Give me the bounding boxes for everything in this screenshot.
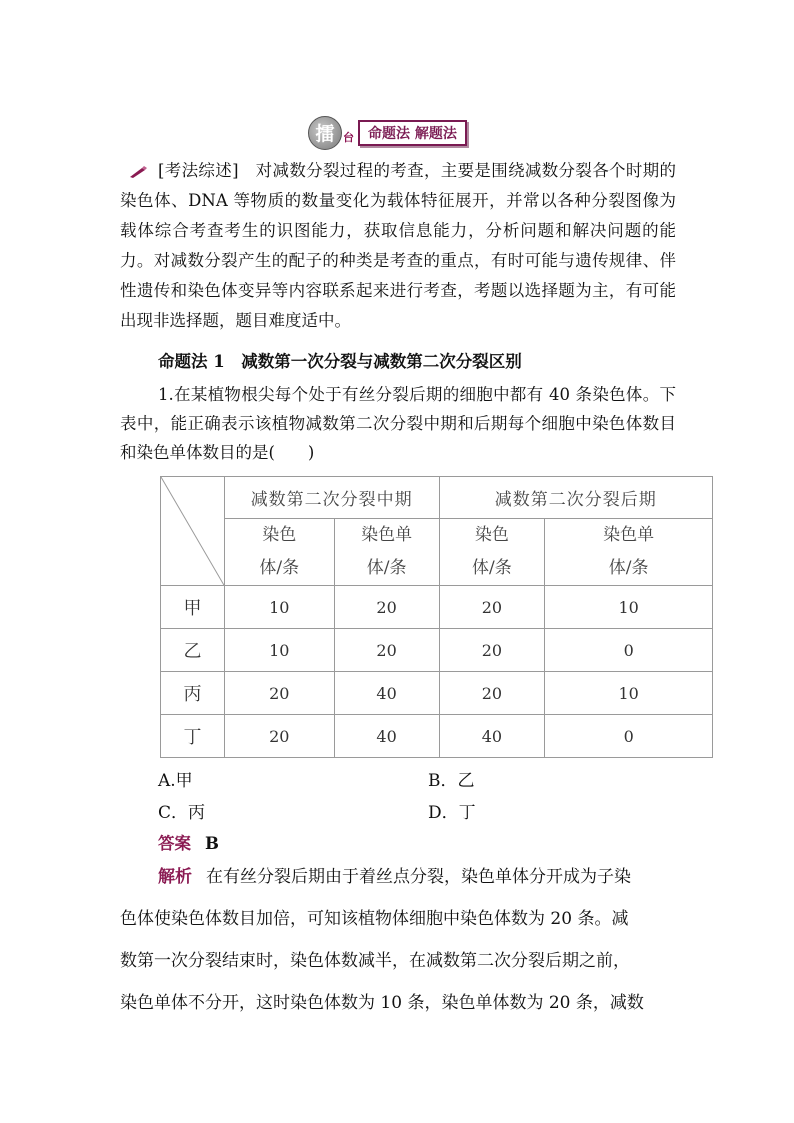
pen-icon (128, 165, 148, 179)
group-header-anaphase: 减数第二次分裂后期 (439, 477, 713, 519)
section-badge (308, 116, 467, 150)
row-label: 甲 (161, 586, 225, 629)
diagonal-header-cell (161, 477, 225, 586)
analysis-line: 染色单体不分开，这时染色体数为 10 条，染色单体数为 20 条，减数 (120, 993, 644, 1013)
table-cell: 0 (545, 715, 713, 758)
sub-header: 染色 体/条 (224, 519, 334, 586)
row-label: 丁 (161, 715, 225, 758)
table-cell: 40 (334, 715, 439, 758)
analysis-label: 解析 (158, 867, 192, 887)
table-cell: 20 (439, 586, 545, 629)
table-cell: 10 (545, 672, 713, 715)
sub-header: 染色单 体/条 (545, 519, 713, 586)
group-header-metaphase: 减数第二次分裂中期 (224, 477, 439, 519)
answer-line (158, 830, 219, 854)
table-cell: 0 (545, 629, 713, 672)
table-cell: 10 (224, 586, 334, 629)
intro-label: [考法综述] (158, 161, 239, 180)
table-cell: 20 (439, 629, 545, 672)
data-table (160, 476, 713, 758)
analysis-block (120, 856, 678, 1024)
table-cell: 40 (439, 715, 545, 758)
answer-value: B (205, 834, 219, 853)
section-title: 命题法 解题法 (358, 120, 467, 146)
table-row (161, 715, 713, 758)
table-row (161, 586, 713, 629)
table-cell: 20 (334, 629, 439, 672)
option-d: D．丁 (428, 803, 476, 823)
question-text: 1.在某植物根尖每个处于有丝分裂后期的细胞中都有 40 条染色体。下表中，能正确表示该植物减数第二次分裂中期和后期每个细胞中染色体数目和染色单体数目的是( ) (120, 385, 676, 462)
sub-header: 染色 体/条 (439, 519, 545, 586)
table-cell: 20 (224, 715, 334, 758)
table-row (161, 629, 713, 672)
table-cell: 10 (545, 586, 713, 629)
analysis-line: 色体使染色体数目加倍，可知该植物体细胞中染色体数为 20 条。减 (120, 909, 629, 929)
sub-header: 染色单 体/条 (334, 519, 439, 586)
seal-logo: 擂 (308, 116, 342, 150)
row-label: 丙 (161, 672, 225, 715)
table-cell: 20 (224, 672, 334, 715)
seal-subscript: 台 (343, 131, 354, 144)
intro-paragraph (120, 156, 676, 336)
answer-label: 答案 (158, 834, 191, 853)
table-cell: 10 (224, 629, 334, 672)
option-a: A.甲 (158, 771, 193, 791)
option-c: C．丙 (158, 803, 206, 823)
table-cell: 20 (334, 586, 439, 629)
intro-text: 对减数分裂过程的考查，主要是围绕减数分裂各个时期的染色体、DNA 等物质的数量变化为载体特征展开，并常以各种分裂图像为载体综合考查考生的识图能力，获取信息能力，分析问题和解决问题的能力。对减数分裂产生的配子的种类是考查的重点，有时可能与遗传规律、伴性遗传和染色体变异等内容联系起来进行考查，考题以选择题为主，有可能出现非选择题，题目难度适中。 (120, 161, 677, 330)
table-cell: 40 (334, 672, 439, 715)
table-cell: 20 (439, 672, 545, 715)
analysis-line: 解析 在有丝分裂后期由于着丝点分裂，染色单体分开成为子染 (158, 867, 631, 887)
row-label: 乙 (161, 629, 225, 672)
table-row (161, 672, 713, 715)
method-heading: 命题法 1 减数第一次分裂与减数第二次分裂区别 (158, 352, 522, 371)
analysis-line: 数第一次分裂结束时，染色体数减半，在减数第二次分裂后期之前， (120, 951, 630, 971)
option-b: B．乙 (428, 771, 475, 791)
